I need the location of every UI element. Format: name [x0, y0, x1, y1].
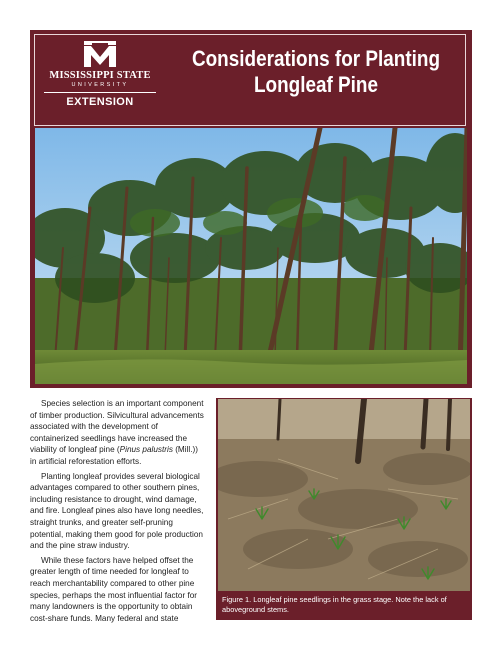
paragraph-1-end: (Mill.)) in artificial reforestation efforts. [30, 445, 198, 466]
msu-seal-icon [80, 40, 120, 68]
forest-illustration [35, 128, 467, 384]
title-line-1: Considerations for Planting [191, 46, 441, 71]
page-title [189, 46, 444, 98]
seedlings-illustration [218, 399, 470, 591]
logo-divider [44, 92, 156, 93]
logo-university: UNIVERSITY [71, 82, 129, 88]
paragraph-1-start: Species selection is an important component of timber production. Silvicultural advancements associated with the development of containerized seedlings have increased the viability of longleaf pine ( [30, 399, 204, 455]
logo-extension: EXTENSION [66, 96, 134, 108]
body-text [30, 398, 206, 627]
logo-name: MISSISSIPPI STATE [49, 70, 151, 81]
seedlings-photo [218, 399, 470, 591]
figure-caption: Figure 1. Longleaf pine seedlings in the grass stage. Note the lack of aboveground stems. [222, 595, 447, 614]
species-name: Pinus palustris [119, 445, 173, 455]
paragraph-1 [30, 398, 206, 468]
paragraph-3: While these factors have helped offset the greater length of time needed for longleaf to reach merchantability compared to other pine species, perhaps the most influential factor for many landowners is the opportunity to obtain cost-share funds. Many federal and state [30, 555, 198, 623]
title-line-2: Longleaf Pine [253, 72, 379, 97]
paragraph-2: Planting longleaf provides several biological advantages compared to other southern pines, including resistance to drought, wind damage, and fire. Longleaf pines also have long needles, straight trunks, and greater self-pruning potential, making them good for pole production and the pine straw industry. [30, 471, 204, 551]
pine-forest-photo [35, 128, 467, 384]
msu-extension-logo[interactable] [40, 40, 160, 120]
